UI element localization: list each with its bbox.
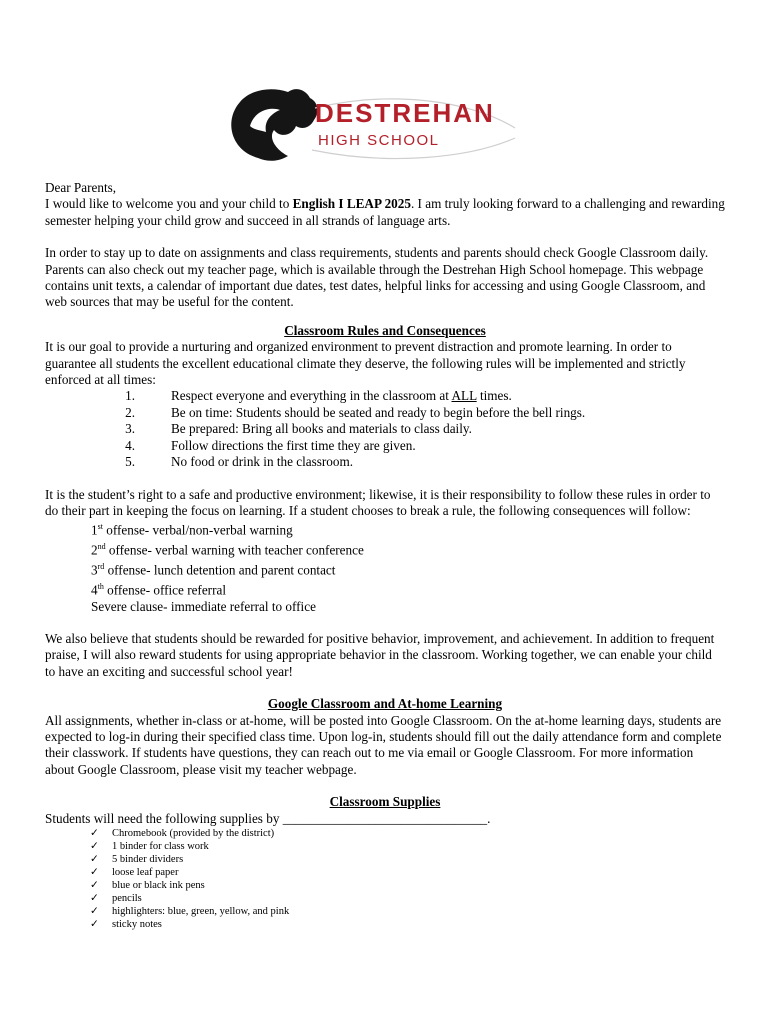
checkmark-icon: ✓ bbox=[90, 840, 99, 852]
school-name-title: DESTREHAN bbox=[315, 98, 495, 128]
supplies-heading: Classroom Supplies bbox=[329, 794, 441, 810]
supply-item: ✓ 1 binder for class work bbox=[90, 840, 209, 852]
supply-item: ✓ loose leaf paper bbox=[90, 866, 179, 878]
consequences-intro: It is the student’s right to a safe and productive environment; likewise, it is their responsibility to follow these rules in order to do their part in keeping the focus on learning. If a student chooses to break a rule, the following consequences will follow: bbox=[45, 486, 711, 518]
greeting: Dear Parents, bbox=[45, 180, 117, 195]
supply-item: ✓ highlighters: blue, green, yellow, and pink bbox=[90, 905, 290, 917]
checkmark-icon: ✓ bbox=[90, 905, 99, 917]
supplies-list bbox=[45, 827, 725, 931]
consequence-item: 3rd offense- lunch detention and parent contact bbox=[91, 561, 336, 578]
checkmark-icon: ✓ bbox=[90, 879, 99, 891]
consequence-item: 1st offense- verbal/non-verbal warning bbox=[91, 522, 293, 538]
consequences-list bbox=[45, 519, 725, 615]
rules-list bbox=[45, 388, 725, 470]
course-name: English I LEAP 2025 bbox=[292, 196, 411, 212]
supply-item: ✓ Chromebook (provided by the district) bbox=[90, 827, 275, 839]
checkmark-icon: ✓ bbox=[90, 853, 99, 865]
checkmark-icon: ✓ bbox=[90, 827, 99, 839]
intro-paragraph: I would like to welcome you and your child to English I LEAP 2025. I am truly looking forward to a challenging and rewarding semester helping your child grow and succeed in all strands of language arts. bbox=[45, 196, 725, 228]
rules-heading: Classroom Rules and Consequences bbox=[284, 322, 486, 338]
supply-item: ✓ 5 binder dividers bbox=[90, 853, 184, 865]
checkmark-icon: ✓ bbox=[90, 918, 99, 930]
supplies-intro: Students will need the following supplies by _______________________________. bbox=[45, 810, 491, 826]
google-classroom-text: All assignments, whether in-class or at-home, will be posted into Google Classroom. On the at-home learning days, students are expected to log-in during their specified class time. Upon log-in, students should fill out the daily attendance form and complete their classwork. If students have questions, they can reach out to me via email or Google Classroom. For more information about Google Classroom, please visit my teacher webpage. bbox=[45, 712, 722, 777]
google-classroom-heading: Google Classroom and At-home Learning bbox=[267, 696, 503, 712]
consequence-item: 2nd offense- verbal warning with teacher conference bbox=[91, 542, 364, 558]
rule-item: 1. Respect everyone and everything in the classroom at ALL times. bbox=[125, 388, 512, 404]
google-classroom-paragraph: In order to stay up to date on assignments and class requirements, students and parents should check Google Classroom daily. Parents can also check out my teacher page, which is available through the Destrehan High School homepage. This webpage contains unit texts, a calendar of important due dates, test dates, helpful links for accessing and using Google Classroom, and web sources that may be useful for the content. bbox=[45, 245, 709, 310]
supply-item: ✓ pencils bbox=[90, 892, 142, 904]
consequence-item: Severe clause- immediate referral to office bbox=[91, 598, 316, 614]
rule-item: 5. No food or drink in the classroom. bbox=[125, 454, 354, 470]
rewards-paragraph: We also believe that students should be rewarded for positive behavior, improvement, and achievement. In addition to frequent praise, I will also reward students for using appropriate behavior in the classroom. Working together, we can enable your child to have an exciting and successful school year! bbox=[45, 630, 715, 679]
supply-item: ✓ sticky notes bbox=[90, 918, 162, 930]
supply-item: ✓ blue or black ink pens bbox=[90, 879, 205, 891]
consequence-item: 4th offense- office referral bbox=[91, 581, 226, 598]
checkmark-icon: ✓ bbox=[90, 892, 99, 904]
rule-item: 2. Be on time: Students should be seated and ready to begin before the bell rings. bbox=[125, 404, 586, 420]
school-name-subtitle: HIGH SCHOOL bbox=[318, 132, 440, 149]
rule-item: 3. Be prepared: Bring all books and materials to class daily. bbox=[125, 421, 472, 437]
rule-item: 4. Follow directions the first time they are given. bbox=[125, 437, 416, 453]
checkmark-icon: ✓ bbox=[90, 866, 99, 878]
letter-body bbox=[45, 180, 725, 931]
rules-intro: It is our goal to provide a nurturing and organized environment to prevent distraction and promote learning. In order to guarantee all students the excellent educational climate they deserve, the following rules will be implemented and strictly enforced at all times: bbox=[45, 339, 686, 388]
